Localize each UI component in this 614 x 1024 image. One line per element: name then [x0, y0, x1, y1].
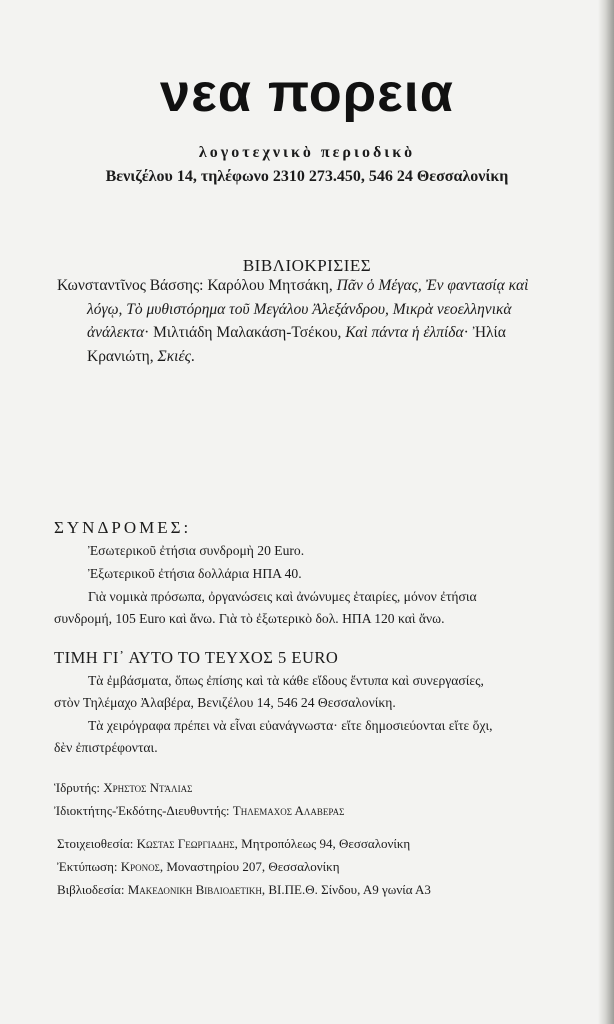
review-text-part: Καρόλου Μητσάκη, [207, 277, 337, 294]
review-book-title: Σκιές [157, 347, 191, 365]
journal-address: Βενιζέλου 14, τηλέφωνο 2310 273.450, 546 24 Θεσσαλονίκη [105, 168, 509, 185]
binding-label: Βιβλιοδεσία: [57, 882, 128, 897]
review-book-title: Καὶ πάντα ἡ ἐλπίδα [345, 324, 464, 341]
review-text-part: · Ἠλία Κρανιώτη, [87, 324, 506, 365]
owner-credit [54, 803, 344, 819]
price-heading: ΤΙΜΗ ΓΙ᾿ ΑΥΤΟ ΤΟ ΤΕΥΧΟΣ 5 EURO [54, 648, 339, 667]
price-line: Τὰ ἐμβάσματα, ὅπως ἐπίσης καὶ τὰ κάθε εἴδους ἔντυπα καὶ συνεργασίες, [88, 673, 484, 688]
owner-label: Ἰδιοκτήτης-Ἐκδότης-Διευθυντής: [54, 803, 233, 818]
reviews-author: Κωνσταντῖνος Βάσσης: [57, 277, 208, 294]
binding-credit [57, 882, 431, 898]
founder-label: Ἱδρυτής: [54, 780, 104, 795]
binding-address: , ΒΙ.ΠΕ.Θ. Σίνδου, Α9 γωνία Α3 [261, 882, 431, 897]
subscription-line: Ἐξωτερικοῦ ἐτήσια δολλάρια ΗΠΑ 40. [88, 566, 302, 581]
journal-subtitle: λογοτεχνικὸ περιοδικὸ [198, 144, 416, 161]
founder-credit [54, 780, 192, 796]
subscription-line: Ἐσωτερικοῦ ἐτήσια συνδρομὴ 20 Euro. [88, 543, 305, 558]
typesetting-address: , Μητροπόλεως 94, Θεσσαλονίκη [234, 836, 411, 851]
founder-name: Χρηστος Ντάλιας [103, 780, 193, 795]
subscription-line: Γιὰ νομικὰ πρόσωπα, ὀργανώσεις καὶ ἀνώνυμες ἑταιρίες, μόνον ἐτήσια [88, 589, 477, 604]
printing-label: Ἐκτύπωση: [57, 859, 121, 874]
owner-name: Τηλεμαχος Αλαβερας [232, 803, 345, 818]
reviews-heading: ΒΙΒΛΙΟΚΡΙΣΙΕΣ [242, 256, 372, 275]
review-text-part: . [190, 347, 195, 365]
review-book-title: Πᾶν ὁ Μέγας, Ἐν φαντασίᾳ καὶ λόγῳ, Τὸ μυθιστόρημα τοῦ Μεγάλου Ἀλεξάνδρου, Μικρὰ νεοελληνικὰ ἀνάλεκτα [87, 277, 529, 341]
subscriptions-heading: ΣΥΝΔΡΟΜΕΣ: [54, 518, 192, 537]
typesetting-label: Στοιχειοθεσία: [57, 836, 137, 851]
binding-name: Μακεδονικη Βιβλιοδετικη [127, 882, 262, 897]
reviews-entry [57, 274, 563, 368]
review-text-part: · Μιλτιάδη Μαλακάση-Τσέκου, [144, 324, 346, 341]
price-line: Τὰ χειρόγραφα πρέπει νὰ εἶναι εὐανάγνωστα· εἴτε δημοσιεύονται εἴτε ὄχι, [88, 718, 493, 733]
price-line: στὸν Τηλέμαχο Ἀλαβέρα, Βενιζέλου 14, 546 24 Θεσσαλονίκη. [54, 695, 396, 710]
typesetting-credit [57, 836, 410, 852]
price-line: δὲν ἐπιστρέφονται. [54, 740, 158, 755]
printing-name: Κρονος [120, 859, 160, 874]
printing-address: , Μοναστηρίου 207, Θεσσαλονίκη [159, 859, 340, 874]
masthead-title: νεα πορεια [160, 63, 454, 123]
typesetting-name: Κωστας Γεωργιαδης [136, 836, 235, 851]
printing-credit [57, 859, 340, 875]
subscription-line: συνδρομή, 105 Euro καὶ ἄνω. Γιὰ τὸ ἐξωτερικὸ δολ. ΗΠΑ 120 καὶ ἄνω. [54, 611, 445, 626]
